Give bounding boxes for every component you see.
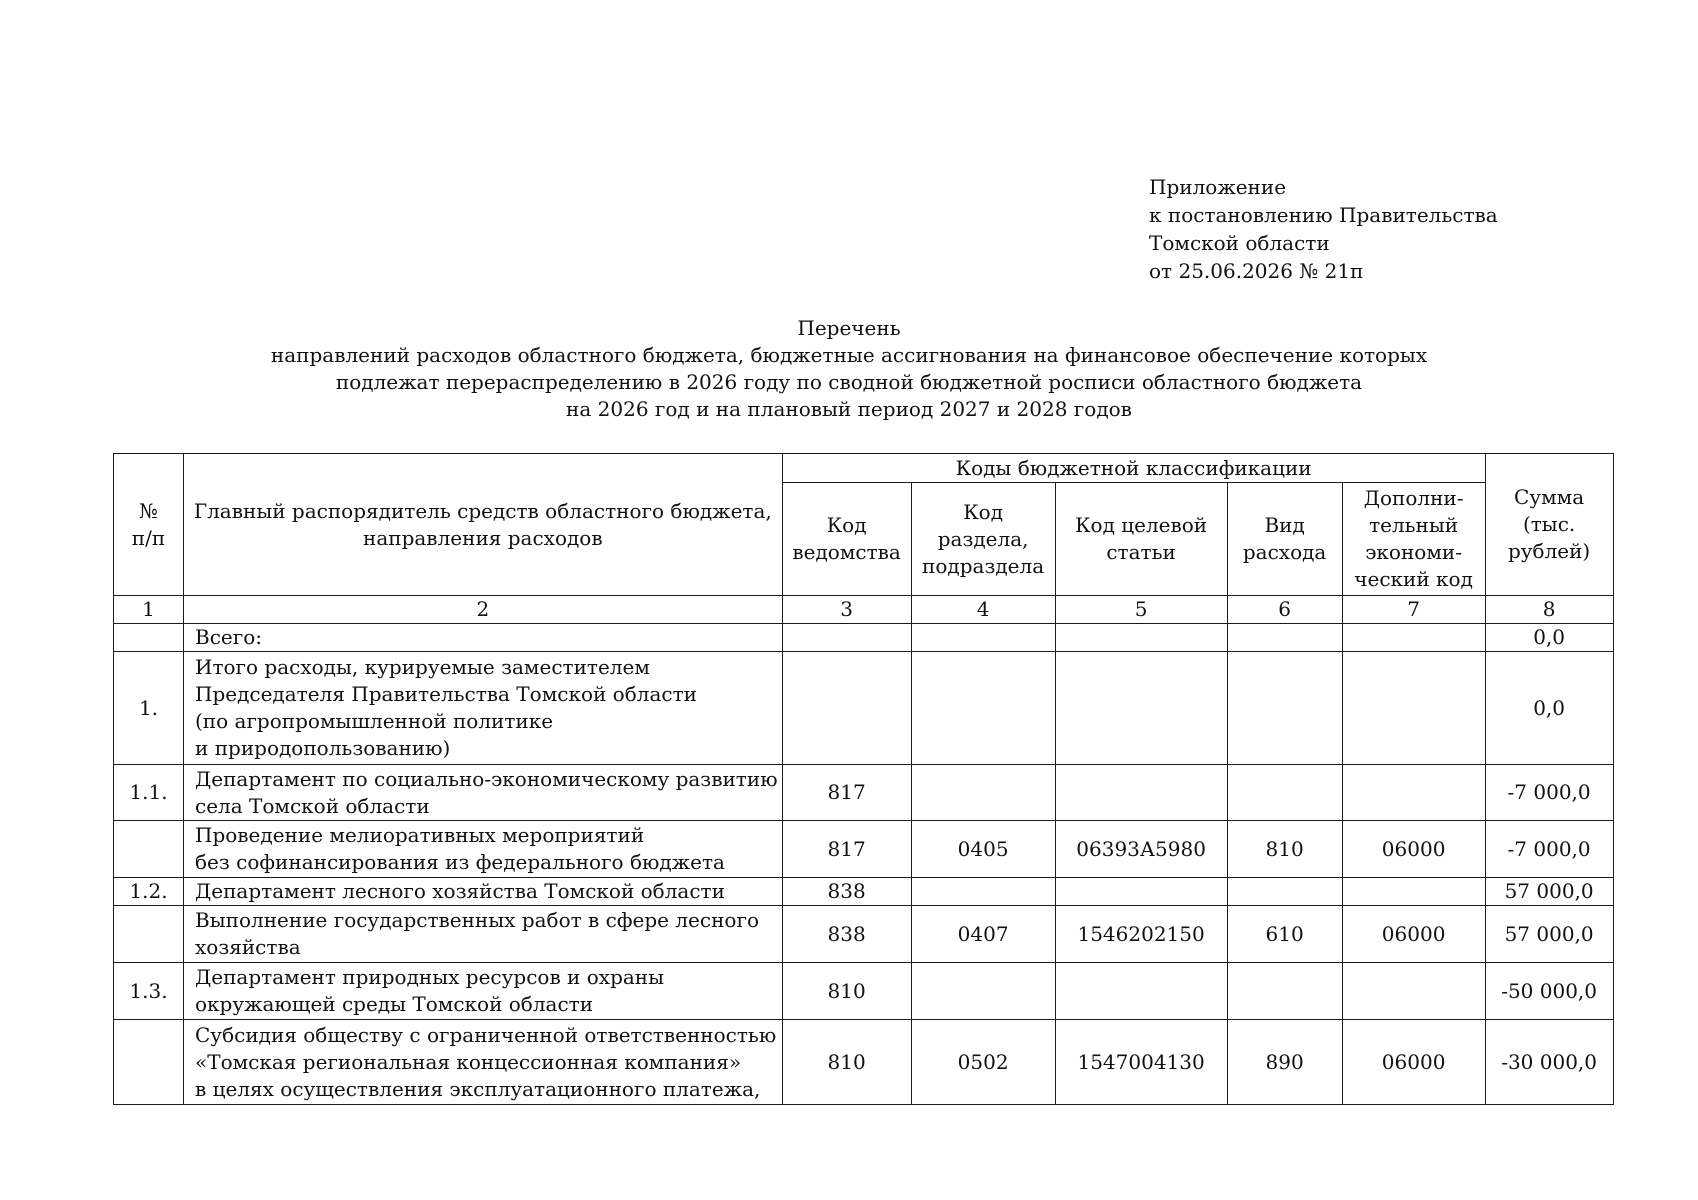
- row-sum: -7 000,0: [1485, 765, 1613, 821]
- table-row: [114, 624, 1614, 652]
- table-row: [114, 1020, 1614, 1105]
- table-row: [114, 765, 1614, 821]
- row-section: [911, 878, 1055, 906]
- row-name-line: (по агропромышленной политике: [195, 709, 554, 733]
- row-name-line: Департамент по социально-экономическому развитию: [195, 766, 778, 791]
- row-extra: [1342, 652, 1485, 765]
- title-line: направлений расходов областного бюджета, бюджетные ассигнования на финансовое обеспечение которых: [270, 343, 1428, 367]
- row-sum: -30 000,0: [1485, 1020, 1613, 1105]
- row-number: 1.: [114, 652, 184, 765]
- row-name-line: в целях осуществления эксплуатационного платежа,: [195, 1076, 761, 1101]
- header-sum-line: рублей): [1507, 539, 1591, 563]
- header-extra-line: экономи-: [1365, 540, 1462, 564]
- row-kind: [1227, 765, 1342, 821]
- header-extra-line: Дополни-: [1363, 486, 1464, 510]
- budget-table: [113, 453, 1614, 1105]
- header-sum: [1485, 454, 1613, 596]
- header-section-line: Код: [963, 499, 1004, 524]
- row-sum: 0,0: [1485, 652, 1613, 765]
- column-number-row: [114, 596, 1614, 624]
- row-section: [911, 765, 1055, 821]
- row-target: [1055, 963, 1227, 1020]
- row-name: [184, 963, 783, 1020]
- row-name-line: Всего:: [195, 625, 262, 649]
- row-extra: [1342, 624, 1485, 652]
- row-name-line: Департамент природных ресурсов и охраны: [195, 965, 665, 989]
- attachment-line: Приложение: [1149, 175, 1287, 199]
- row-name-line: села Томской области: [195, 793, 430, 818]
- row-dept: 838: [782, 878, 911, 906]
- row-number: [114, 821, 184, 878]
- row-name-line: Проведение мелиоративных мероприятий: [195, 823, 645, 847]
- row-number: 1.3.: [114, 963, 184, 1020]
- row-extra: 06000: [1342, 821, 1485, 878]
- header-dept-line: Код: [826, 513, 867, 537]
- header-section: [911, 483, 1055, 596]
- attachment-line: Томской области: [1149, 231, 1330, 255]
- row-target: 1546202150: [1055, 906, 1227, 963]
- header-section-line: подраздела: [922, 553, 1045, 578]
- row-number: 1.1.: [114, 765, 184, 821]
- row-extra: 06000: [1342, 1020, 1485, 1105]
- attachment-line: к постановлению Правительства: [1149, 203, 1498, 227]
- row-name-line: без софинансирования из федерального бюджета: [195, 850, 725, 874]
- row-section: [911, 963, 1055, 1020]
- row-section: [911, 652, 1055, 765]
- row-name-line: окружающей среды Томской области: [195, 992, 594, 1016]
- row-section: 0405: [911, 821, 1055, 878]
- header-num-line: п/п: [131, 525, 166, 550]
- row-number: [114, 624, 184, 652]
- row-sum: -7 000,0: [1485, 821, 1613, 878]
- row-target: 06393А5980: [1055, 821, 1227, 878]
- header-target-line: статьи: [1106, 540, 1176, 564]
- column-number: 8: [1485, 596, 1613, 624]
- row-dept: 817: [782, 765, 911, 821]
- table-row: [114, 821, 1614, 878]
- row-sum: 0,0: [1485, 624, 1613, 652]
- row-name: [184, 878, 783, 906]
- row-name: [184, 652, 783, 765]
- attachment-line: от 25.06.2026 № 21п: [1149, 259, 1364, 283]
- row-target: [1055, 624, 1227, 652]
- title-line: Перечень: [797, 316, 901, 340]
- row-section: 0502: [911, 1020, 1055, 1105]
- header-kind-line: расхода: [1242, 540, 1327, 564]
- row-sum: 57 000,0: [1485, 878, 1613, 906]
- row-dept: 817: [782, 821, 911, 878]
- row-dept: 838: [782, 906, 911, 963]
- row-target: [1055, 652, 1227, 765]
- header-target: [1055, 483, 1227, 596]
- column-number: 2: [184, 596, 783, 624]
- row-name: [184, 765, 783, 821]
- header-num-line: №: [139, 498, 158, 523]
- row-name-line: хозяйства: [195, 935, 301, 959]
- column-number: 1: [114, 596, 184, 624]
- header-section-line: раздела,: [937, 526, 1029, 551]
- header-dept: [782, 483, 911, 596]
- row-kind: [1227, 652, 1342, 765]
- row-name: [184, 906, 783, 963]
- row-dept: 810: [782, 1020, 911, 1105]
- header-name: [184, 454, 783, 596]
- row-section: 0407: [911, 906, 1055, 963]
- row-extra: 06000: [1342, 906, 1485, 963]
- column-number: 5: [1055, 596, 1227, 624]
- header-extra-line: ческий код: [1354, 567, 1473, 591]
- row-dept: [782, 652, 911, 765]
- row-extra: [1342, 765, 1485, 821]
- attachment-note: [1149, 173, 1498, 285]
- header-dept-line: ведомства: [792, 540, 901, 564]
- row-name: [184, 1020, 783, 1105]
- header-sum-line: (тыс.: [1522, 512, 1576, 536]
- header-name-line: направления расходов: [363, 525, 603, 550]
- row-target: [1055, 878, 1227, 906]
- row-dept: 810: [782, 963, 911, 1020]
- header-extra-line: тельный: [1369, 513, 1459, 537]
- column-number: 3: [782, 596, 911, 624]
- row-name-line: Выполнение государственных работ в сфере лесного: [195, 908, 759, 932]
- row-extra: [1342, 878, 1485, 906]
- row-target: [1055, 765, 1227, 821]
- row-extra: [1342, 963, 1485, 1020]
- row-sum: -50 000,0: [1485, 963, 1613, 1020]
- row-kind: [1227, 878, 1342, 906]
- row-name: [184, 624, 783, 652]
- header-sum-line: Сумма: [1514, 485, 1585, 509]
- table-body: [114, 624, 1614, 1105]
- row-number: [114, 906, 184, 963]
- header-num: [114, 454, 184, 596]
- header-codes-group: Коды бюджетной классификации: [782, 454, 1485, 483]
- document-title: [0, 315, 1698, 423]
- row-section: [911, 624, 1055, 652]
- row-name-line: Председателя Правительства Томской области: [195, 682, 697, 706]
- row-name-line: и природопользованию): [195, 736, 451, 760]
- row-dept: [782, 624, 911, 652]
- column-number: 7: [1342, 596, 1485, 624]
- row-kind: [1227, 624, 1342, 652]
- header-row: [114, 454, 1614, 483]
- row-name-line: «Томская региональная концессионная компания»: [195, 1049, 742, 1074]
- row-sum: 57 000,0: [1485, 906, 1613, 963]
- header-extra: [1342, 483, 1485, 596]
- table-row: [114, 906, 1614, 963]
- row-kind: 810: [1227, 821, 1342, 878]
- column-number: 4: [911, 596, 1055, 624]
- row-name: [184, 821, 783, 878]
- row-name-line: Субсидия обществу с ограниченной ответственностью: [195, 1022, 777, 1047]
- title-line: на 2026 год и на плановый период 2027 и 2028 годов: [566, 397, 1132, 421]
- row-number: [114, 1020, 184, 1105]
- table-row: [114, 652, 1614, 765]
- table-row: [114, 963, 1614, 1020]
- row-number: 1.2.: [114, 878, 184, 906]
- header-kind-line: Вид: [1264, 513, 1305, 537]
- row-kind: 890: [1227, 1020, 1342, 1105]
- header-name-line: Главный распорядитель средств областного бюджета,: [193, 498, 772, 523]
- row-kind: [1227, 963, 1342, 1020]
- header-target-line: Код целевой: [1075, 513, 1208, 537]
- row-name-line: Департамент лесного хозяйства Томской области: [195, 879, 725, 903]
- column-number: 6: [1227, 596, 1342, 624]
- row-name-line: Итого расходы, курируемые заместителем: [195, 655, 650, 679]
- row-kind: 610: [1227, 906, 1342, 963]
- row-target: 1547004130: [1055, 1020, 1227, 1105]
- header-kind: [1227, 483, 1342, 596]
- title-line: подлежат перераспределению в 2026 году по сводной бюджетной росписи областного бюджета: [335, 370, 1363, 394]
- table-row: [114, 878, 1614, 906]
